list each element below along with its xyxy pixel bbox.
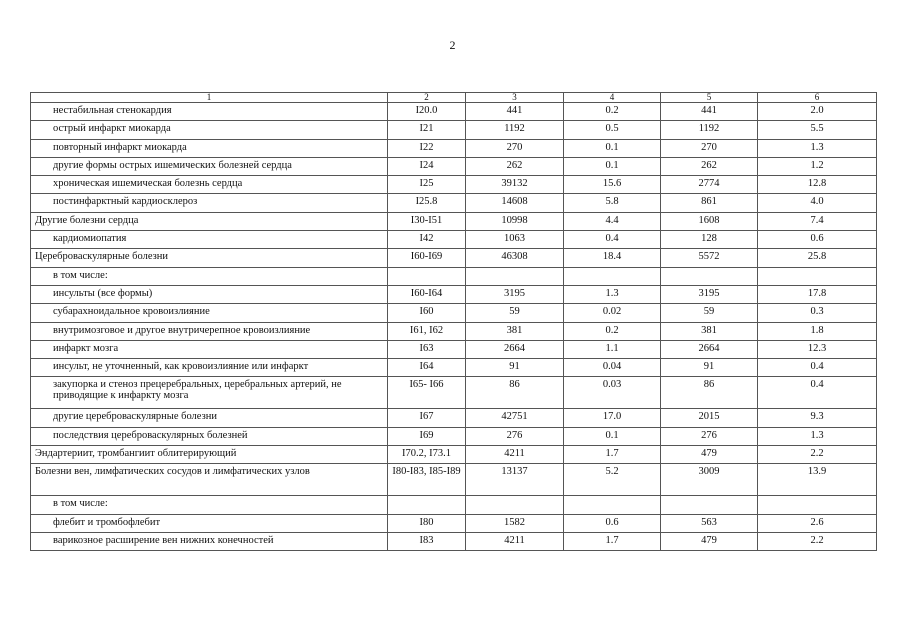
statistics-table [30, 92, 877, 551]
value-cell-5: 2774 [661, 176, 758, 194]
value-cell-4: 0.6 [564, 514, 661, 532]
icd-code-cell: I69 [388, 427, 466, 445]
value-cell-4: 1.7 [564, 532, 661, 550]
value-cell-4: 18.4 [564, 249, 661, 267]
table-row [31, 103, 877, 121]
value-cell-5: 128 [661, 231, 758, 249]
disease-name-cell: Эндартериит, тромбангиит облитерирующий [31, 446, 388, 464]
table-row [31, 121, 877, 139]
value-cell-5: 563 [661, 514, 758, 532]
disease-name-cell: флебит и тромбофлебит [31, 514, 388, 532]
value-cell-6 [758, 496, 877, 514]
table-body [31, 93, 877, 551]
icd-code-cell: I60-I64 [388, 285, 466, 303]
column-number: 5 [661, 93, 758, 103]
value-cell-3: 4211 [466, 446, 564, 464]
value-cell-3 [466, 267, 564, 285]
value-cell-5 [661, 496, 758, 514]
icd-code-cell [388, 496, 466, 514]
table-row [31, 340, 877, 358]
value-cell-5: 1608 [661, 212, 758, 230]
icd-code-cell: I30-I51 [388, 212, 466, 230]
value-cell-3: 1063 [466, 231, 564, 249]
value-cell-6: 9.3 [758, 409, 877, 427]
value-cell-6: 2.2 [758, 446, 877, 464]
value-cell-3: 1192 [466, 121, 564, 139]
value-cell-5: 276 [661, 427, 758, 445]
disease-name-cell: хроническая ишемическая болезнь сердца [31, 176, 388, 194]
value-cell-6: 0.3 [758, 304, 877, 322]
value-cell-5: 381 [661, 322, 758, 340]
column-number: 4 [564, 93, 661, 103]
value-cell-4: 15.6 [564, 176, 661, 194]
table-row [31, 446, 877, 464]
disease-name-cell: внутримозговое и другое внутричерепное кровоизлияние [31, 322, 388, 340]
value-cell-3: 86 [466, 377, 564, 409]
icd-code-cell: I67 [388, 409, 466, 427]
value-cell-3: 1582 [466, 514, 564, 532]
value-cell-4: 0.5 [564, 121, 661, 139]
value-cell-6: 2.6 [758, 514, 877, 532]
value-cell-5: 270 [661, 139, 758, 157]
disease-name-cell: закупорка и стеноз прецеребральных, церебральных артерий, не приводящие к инфаркту мозга [31, 377, 388, 409]
disease-name-cell: в том числе: [31, 267, 388, 285]
value-cell-4: 0.2 [564, 103, 661, 121]
column-number: 3 [466, 93, 564, 103]
icd-code-cell: I22 [388, 139, 466, 157]
value-cell-3 [466, 496, 564, 514]
value-cell-3: 4211 [466, 532, 564, 550]
disease-name-cell: постинфарктный кардиосклероз [31, 194, 388, 212]
value-cell-6: 5.5 [758, 121, 877, 139]
icd-code-cell: I65- I66 [388, 377, 466, 409]
disease-name-cell: Болезни вен, лимфатических сосудов и лимфатических узлов [31, 464, 388, 496]
column-number: 6 [758, 93, 877, 103]
value-cell-4: 5.2 [564, 464, 661, 496]
disease-name-cell: последствия цереброваскулярных болезней [31, 427, 388, 445]
value-cell-4: 1.7 [564, 446, 661, 464]
value-cell-3: 2664 [466, 340, 564, 358]
value-cell-3: 46308 [466, 249, 564, 267]
value-cell-4 [564, 496, 661, 514]
disease-name-cell: Другие болезни сердца [31, 212, 388, 230]
icd-code-cell: I21 [388, 121, 466, 139]
icd-code-cell: I60-I69 [388, 249, 466, 267]
disease-name-cell: Цереброваскулярные болезни [31, 249, 388, 267]
value-cell-5 [661, 267, 758, 285]
value-cell-3: 10998 [466, 212, 564, 230]
value-cell-6: 1.8 [758, 322, 877, 340]
value-cell-4 [564, 267, 661, 285]
table-row [31, 427, 877, 445]
value-cell-4: 17.0 [564, 409, 661, 427]
icd-code-cell: I64 [388, 359, 466, 377]
value-cell-6: 0.4 [758, 359, 877, 377]
value-cell-3: 42751 [466, 409, 564, 427]
table-row [31, 139, 877, 157]
value-cell-4: 0.1 [564, 427, 661, 445]
value-cell-3: 59 [466, 304, 564, 322]
disease-name-cell: другие цереброваскулярные болезни [31, 409, 388, 427]
disease-name-cell: повторный инфаркт миокарда [31, 139, 388, 157]
value-cell-3: 14608 [466, 194, 564, 212]
value-cell-6: 1.2 [758, 157, 877, 175]
value-cell-4: 0.04 [564, 359, 661, 377]
table-row [31, 176, 877, 194]
value-cell-5: 441 [661, 103, 758, 121]
value-cell-4: 0.4 [564, 231, 661, 249]
disease-name-cell: в том числе: [31, 496, 388, 514]
value-cell-3: 441 [466, 103, 564, 121]
icd-code-cell: I80 [388, 514, 466, 532]
disease-name-cell: варикозное расширение вен нижних конечностей [31, 532, 388, 550]
table-row [31, 359, 877, 377]
value-cell-3: 13137 [466, 464, 564, 496]
value-cell-4: 0.1 [564, 139, 661, 157]
value-cell-4: 0.2 [564, 322, 661, 340]
table-row [31, 532, 877, 550]
value-cell-6 [758, 267, 877, 285]
icd-code-cell: I42 [388, 231, 466, 249]
disease-name-cell: кардиомиопатия [31, 231, 388, 249]
value-cell-3: 381 [466, 322, 564, 340]
icd-code-cell: I24 [388, 157, 466, 175]
value-cell-6: 1.3 [758, 139, 877, 157]
value-cell-4: 1.1 [564, 340, 661, 358]
icd-code-cell: I61, I62 [388, 322, 466, 340]
value-cell-3: 91 [466, 359, 564, 377]
value-cell-5: 2015 [661, 409, 758, 427]
value-cell-6: 1.3 [758, 427, 877, 445]
value-cell-5: 262 [661, 157, 758, 175]
value-cell-6: 2.2 [758, 532, 877, 550]
value-cell-5: 3195 [661, 285, 758, 303]
column-number: 2 [388, 93, 466, 103]
table-row [31, 212, 877, 230]
disease-name-cell: инфаркт мозга [31, 340, 388, 358]
disease-name-cell: инсульт, не уточненный, как кровоизлияние или инфаркт [31, 359, 388, 377]
table-row [31, 514, 877, 532]
value-cell-5: 86 [661, 377, 758, 409]
value-cell-3: 39132 [466, 176, 564, 194]
value-cell-6: 12.3 [758, 340, 877, 358]
icd-code-cell: I20.0 [388, 103, 466, 121]
disease-name-cell: субарахноидальное кровоизлияние [31, 304, 388, 322]
table-row [31, 157, 877, 175]
value-cell-5: 861 [661, 194, 758, 212]
value-cell-6: 17.8 [758, 285, 877, 303]
table-row [31, 231, 877, 249]
table-row [31, 377, 877, 409]
disease-name-cell: острый инфаркт миокарда [31, 121, 388, 139]
value-cell-6: 0.6 [758, 231, 877, 249]
icd-code-cell: I70.2, I73.1 [388, 446, 466, 464]
value-cell-5: 1192 [661, 121, 758, 139]
icd-code-cell [388, 267, 466, 285]
table-row [31, 285, 877, 303]
value-cell-5: 91 [661, 359, 758, 377]
value-cell-4: 0.1 [564, 157, 661, 175]
value-cell-6: 25.8 [758, 249, 877, 267]
value-cell-6: 7.4 [758, 212, 877, 230]
table-row [31, 464, 877, 496]
disease-name-cell: другие формы острых ишемических болезней сердца [31, 157, 388, 175]
value-cell-3: 262 [466, 157, 564, 175]
value-cell-5: 5572 [661, 249, 758, 267]
table-row [31, 409, 877, 427]
value-cell-5: 479 [661, 532, 758, 550]
table-row [31, 194, 877, 212]
column-number: 1 [31, 93, 388, 103]
value-cell-6: 12.8 [758, 176, 877, 194]
value-cell-5: 2664 [661, 340, 758, 358]
table-row [31, 304, 877, 322]
value-cell-4: 5.8 [564, 194, 661, 212]
value-cell-4: 0.03 [564, 377, 661, 409]
disease-name-cell: инсульты (все формы) [31, 285, 388, 303]
column-number-row [31, 93, 877, 103]
value-cell-3: 270 [466, 139, 564, 157]
value-cell-6: 0.4 [758, 377, 877, 409]
value-cell-6: 4.0 [758, 194, 877, 212]
table-row [31, 267, 877, 285]
value-cell-6: 13.9 [758, 464, 877, 496]
page-number: 2 [449, 38, 456, 52]
value-cell-5: 59 [661, 304, 758, 322]
icd-code-cell: I60 [388, 304, 466, 322]
value-cell-5: 479 [661, 446, 758, 464]
icd-code-cell: I63 [388, 340, 466, 358]
value-cell-4: 4.4 [564, 212, 661, 230]
value-cell-4: 0.02 [564, 304, 661, 322]
value-cell-4: 1.3 [564, 285, 661, 303]
value-cell-6: 2.0 [758, 103, 877, 121]
table-row [31, 249, 877, 267]
icd-code-cell: I80-I83, I85-I89 [388, 464, 466, 496]
icd-code-cell: I25 [388, 176, 466, 194]
icd-code-cell: I25.8 [388, 194, 466, 212]
table-row [31, 496, 877, 514]
value-cell-5: 3009 [661, 464, 758, 496]
icd-code-cell: I83 [388, 532, 466, 550]
table-row [31, 322, 877, 340]
disease-name-cell: нестабильная стенокардия [31, 103, 388, 121]
value-cell-3: 276 [466, 427, 564, 445]
value-cell-3: 3195 [466, 285, 564, 303]
